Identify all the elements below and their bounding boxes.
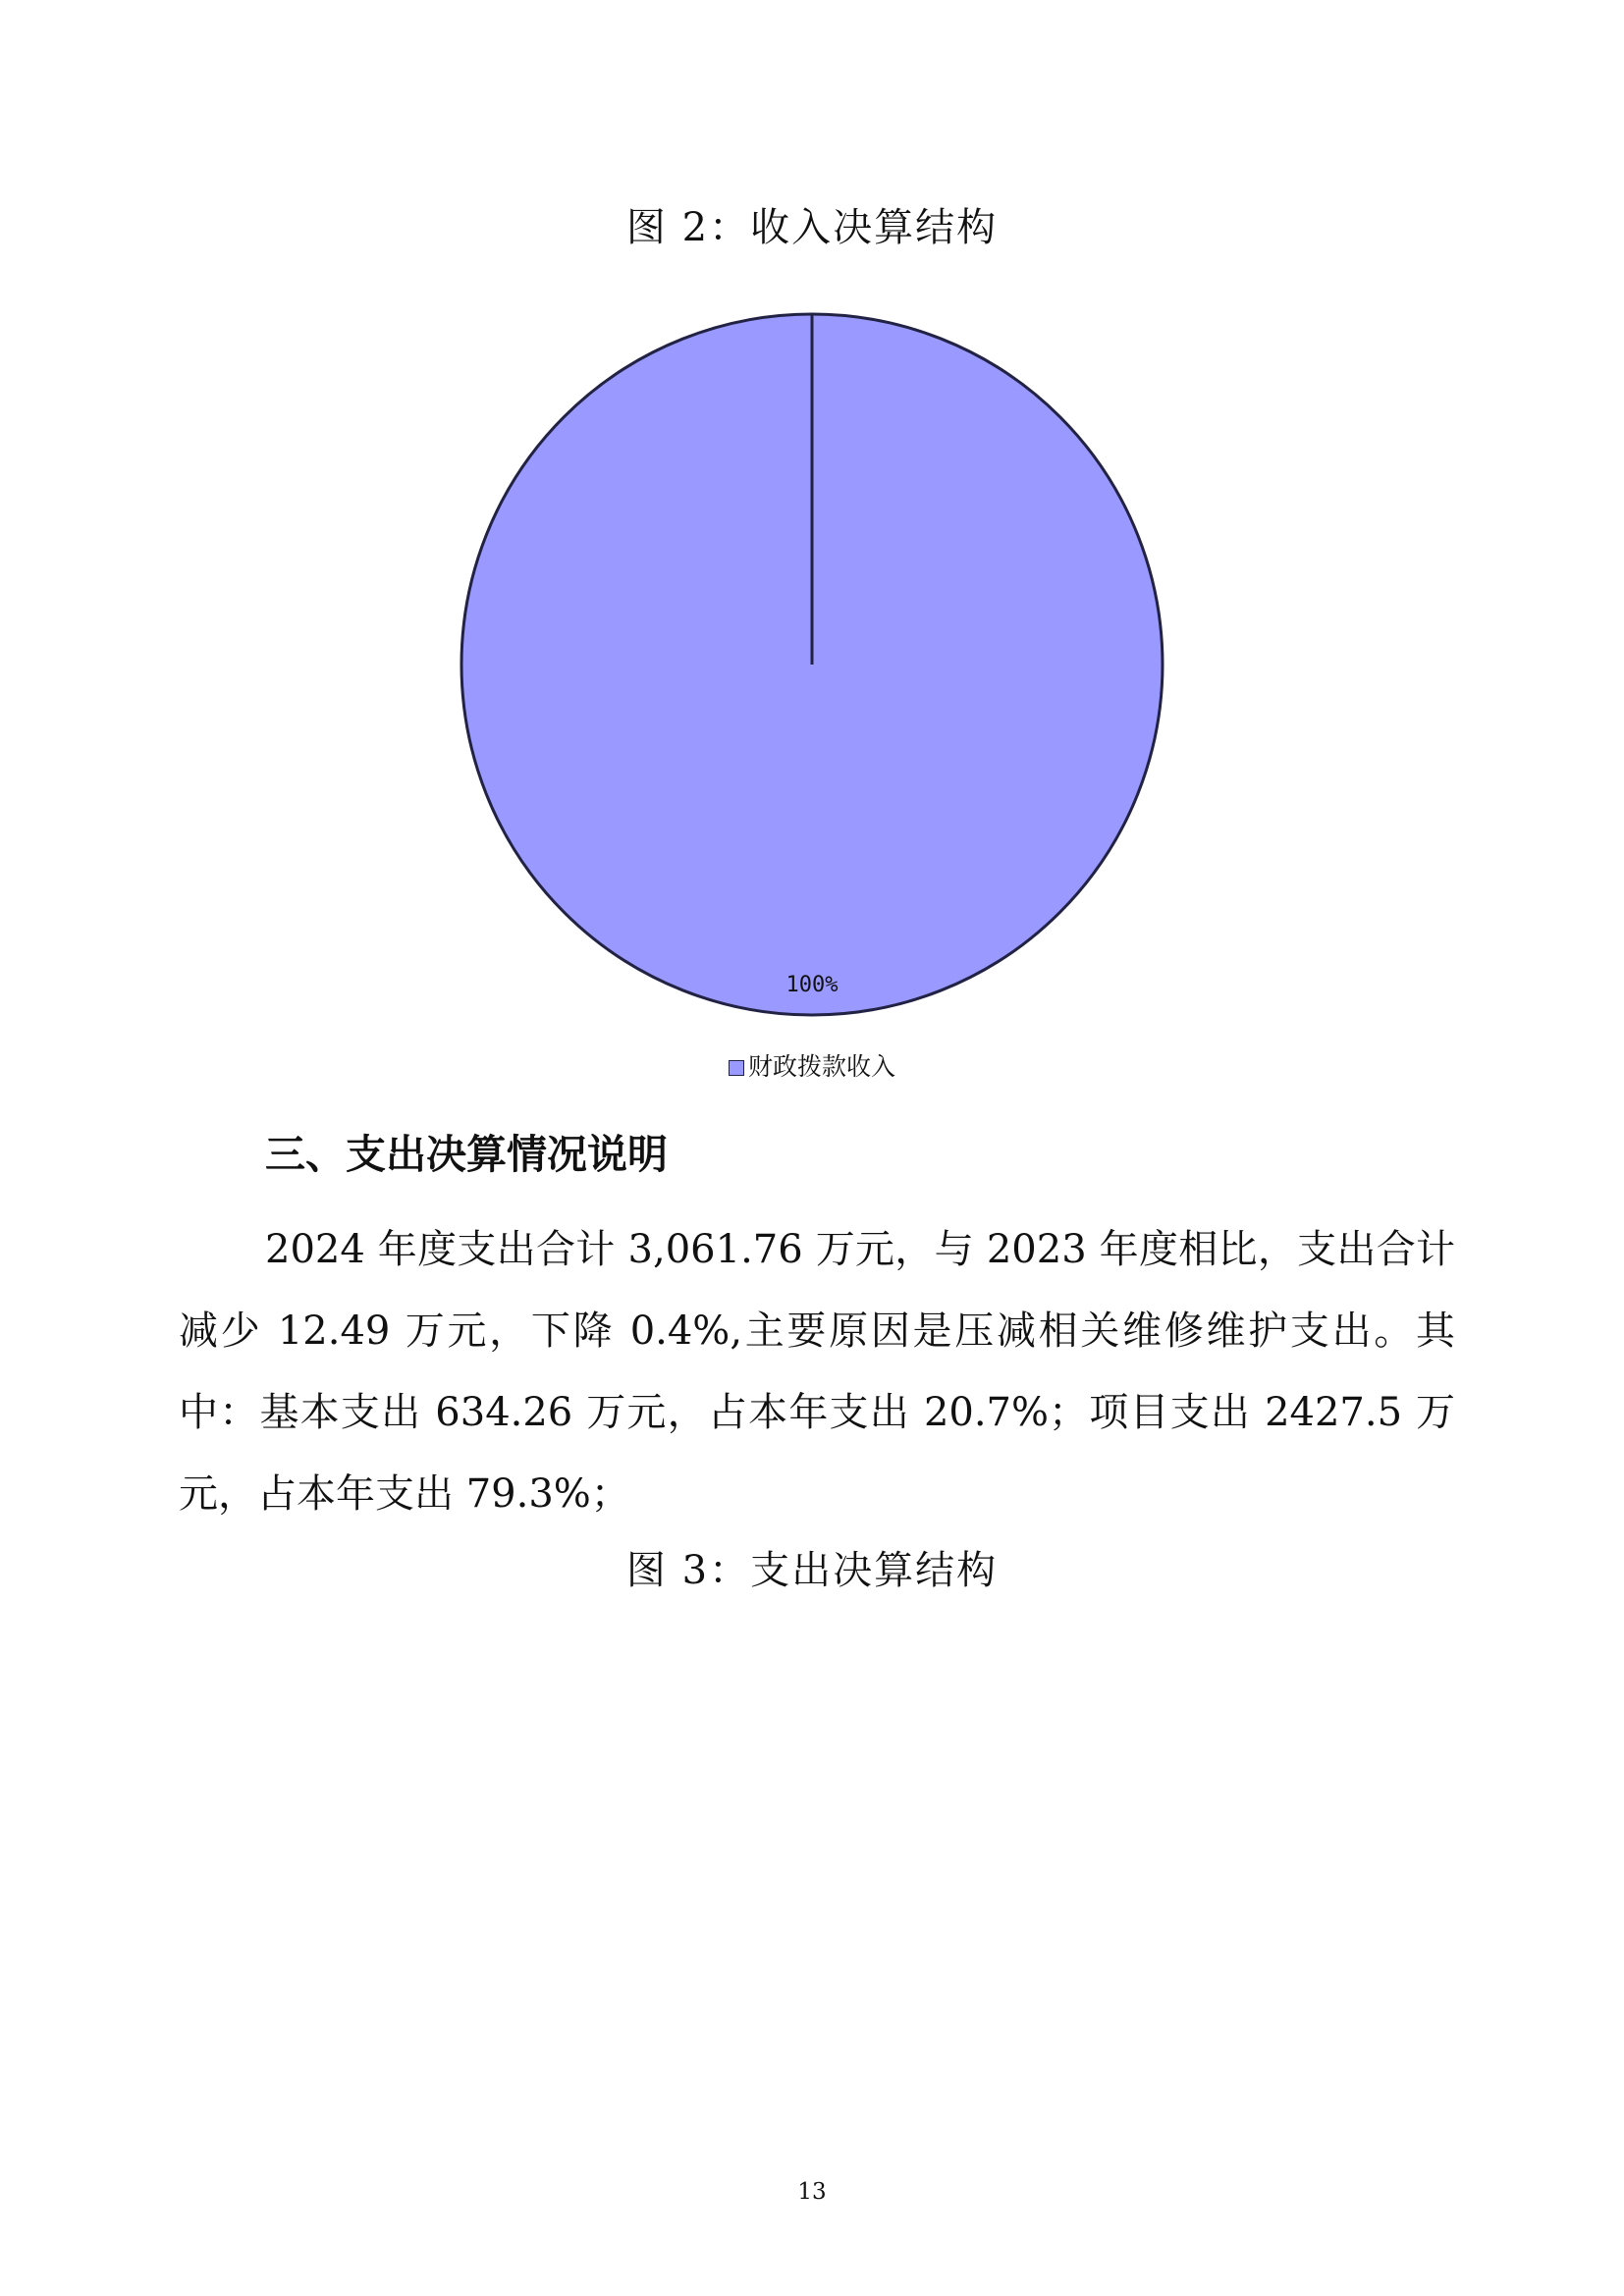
chart-legend <box>0 1052 1624 1082</box>
section-heading: 三、支出决算情况说明 <box>265 1131 668 1178</box>
legend-label: 财政拨款收入 <box>747 1052 895 1081</box>
figure-2-caption: 图 2：收入决算结构 <box>625 205 999 250</box>
income-structure-pie-chart <box>452 304 1178 1041</box>
expenditure-description-paragraph: 2024 年度支出合计 3,061.76 万元，与 2023 年度相比，支出合计减少 12.49 万元，下降 0.4%,主要原因是压减相关维修维护支出。其中：基本支出 634.26 万元，占本年支出 20.7%；项目支出 2427.5 万元，占本年支出 79.3%； <box>179 1227 1455 1517</box>
page-number: 13 <box>797 2179 827 2205</box>
pie-slice-data-label: 100% <box>785 973 839 997</box>
figure-3-caption: 图 3：支出决算结构 <box>625 1548 999 1593</box>
pie-slices <box>461 314 1163 1015</box>
legend-swatch <box>729 1060 744 1076</box>
